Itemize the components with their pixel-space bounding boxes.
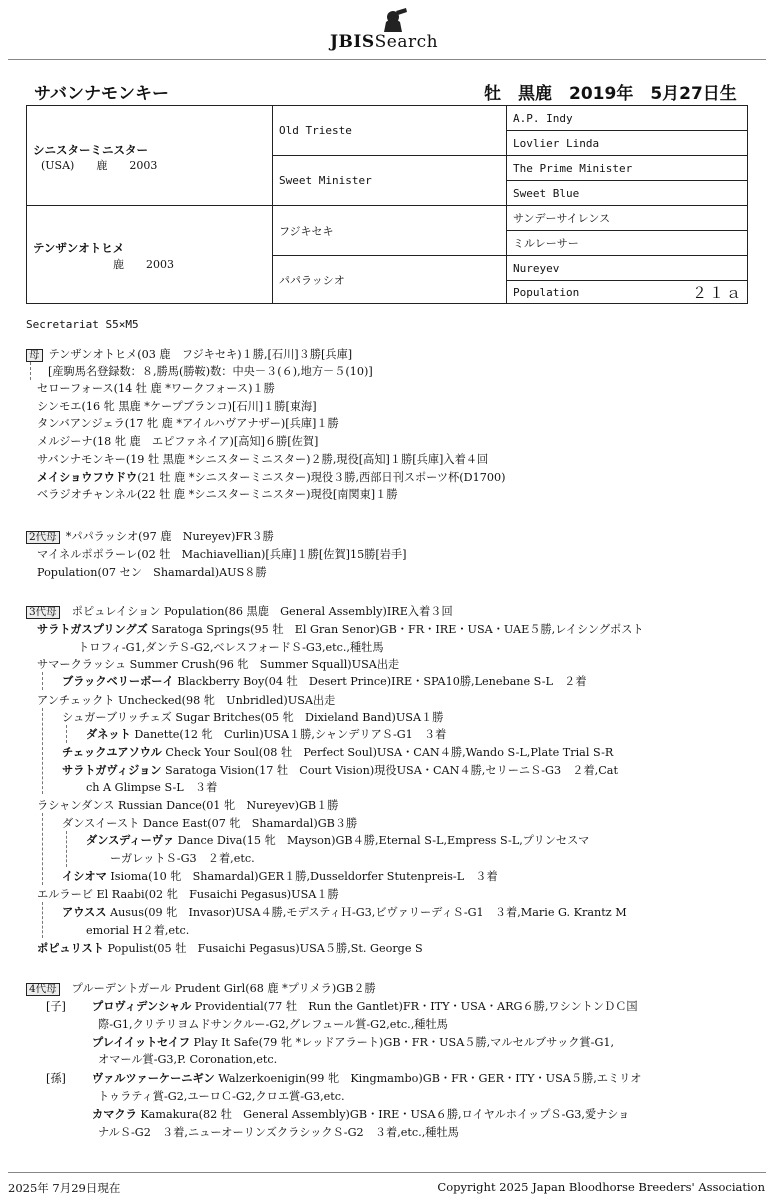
dam-line-7-rest: (21 牡 鹿 *シニスターミニスター)現役３勝,西部日刊スポーツ杯(D1700)	[137, 471, 506, 484]
g4-providential-cont: 際-G1,クリテリヨムドサンクルー-G2,グレフュール賞-G2,etc.,種牡馬	[98, 1018, 448, 1031]
g2-section-head	[26, 528, 274, 545]
g4-kamakura-name: カマクラ	[92, 1108, 137, 1121]
horse-name: サバンナモンキー	[34, 84, 169, 104]
g3-saratogavision	[62, 762, 618, 779]
dam-line-7-name: メイショウフウドウ	[37, 471, 138, 484]
logo-product: Search	[374, 32, 439, 52]
pedigree-dd: パパラッシオ	[273, 256, 507, 303]
g3-populist	[37, 940, 423, 957]
g3-danette-name: ダネット	[86, 728, 131, 741]
g3-checkyoursoul-rest: Check Your Soul(08 牡 Perfect Soul)USA・CAN４勝,Wando S-L,Plate Trial S-R	[165, 746, 614, 759]
g3-saratoga-springs-name: サラトガスプリングズ	[37, 623, 148, 636]
pedigree-table	[26, 105, 748, 304]
g3-dancediva-cont: ーガレットＳ-G3 ２着,etc.	[110, 852, 255, 865]
g3-isioma-rest: Isioma(10 牝 Shamardal)GER１勝,Dusseldorfer Stutenpreis-L ３着	[110, 870, 498, 883]
g3-ausus	[62, 904, 627, 921]
g4-walzer	[92, 1070, 641, 1087]
dam-line-2: セローフォース(14 牡 鹿 *ワークフォース)１勝	[37, 382, 275, 395]
g3-sugar: シュガーブリッチェズ Sugar Britches(05 牝 Dixieland Band)USA１勝	[62, 711, 444, 724]
pedigree-sdd: Sweet Blue	[507, 181, 747, 206]
dam-section-head	[26, 346, 352, 363]
g3-danette	[86, 726, 446, 743]
dam-line-6: サバンナモンキー(19 牡 黒鹿 *シニスターミニスター)２勝,現役[高知]１勝[兵庫]入着４回	[37, 453, 489, 466]
dam-line-1: [産駒馬名登録数：８,勝馬(勝鞍)数：中央－３(６),地方－５(10)]	[48, 365, 373, 378]
pedigree-sire-cell	[27, 106, 273, 206]
g3-bar-1	[42, 672, 43, 690]
sire-detail: (USA) 鹿 2003	[41, 159, 158, 172]
g4-head: プルーデントガール Prudent Girl(68 鹿 *プリメラ)GB２勝	[71, 982, 376, 995]
horse-rider-logo-icon	[376, 8, 410, 34]
g3-isioma-name: イシオマ	[62, 870, 107, 883]
g3-danette-rest: Danette(12 牝 Curlin)USA１勝,シャンデリアＳ-G1 ３着	[134, 728, 447, 741]
g4-kamakura	[92, 1106, 629, 1123]
g3-unchecked: アンチェックト Unchecked(98 牝 Unbridled)USA出走	[37, 694, 336, 707]
g2-line-0: *パパラッシオ(97 鹿 Nureyev)FR３勝	[65, 530, 274, 543]
g4-child-tag: [子]	[46, 1000, 66, 1013]
footer-divider	[8, 1172, 766, 1173]
g4-walzer-name: ヴァルツァーケーニギン	[92, 1072, 215, 1085]
pedigree-ddd	[507, 281, 747, 303]
g3-section-label: 3代母	[26, 606, 60, 619]
g3-isioma	[62, 868, 498, 885]
g4-providential-name: プロヴィデンシャル	[92, 1000, 192, 1013]
g2-line-1: マイネルポポラーレ(02 牡 Machiavellian)[兵庫]１勝[佐賀]15勝[岩手]	[37, 548, 407, 561]
footer-copyright: Copyright 2025 Japan Bloodhorse Breeders' Association	[437, 1180, 765, 1194]
sire-name: シニスターミニスター	[33, 143, 148, 157]
footer-date: 2025年 7月29日現在	[8, 1181, 121, 1195]
g3-saratoga-springs	[37, 621, 644, 638]
g3-populist-name: ポピュリスト	[37, 942, 104, 955]
dam-section-label: 母	[26, 349, 43, 362]
horse-info: 牡 黒鹿 2019年 5月27日生	[484, 84, 737, 104]
g4-playitsafe	[92, 1034, 614, 1051]
jbis-logo	[330, 8, 460, 54]
pedigree-ssd: Lovlier Linda	[507, 131, 747, 156]
g3-section-head	[26, 603, 453, 620]
pedigree-sss: A.P. Indy	[507, 106, 747, 131]
g4-grandchild-tag: [孫]	[46, 1072, 66, 1085]
g4-section-label: 4代母	[26, 983, 60, 996]
g4-section-head	[26, 980, 376, 997]
pedigree-ddd-name: Population	[513, 285, 580, 299]
g3-bar-6	[42, 902, 43, 938]
g3-bar-3	[66, 725, 67, 743]
g3-summer-crush: サマークラッシュ Summer Crush(96 牝 Summer Squall)USA出走	[37, 658, 400, 671]
g3-danceeast: ダンスイースト Dance East(07 牝 Shamardal)GB３勝	[62, 817, 358, 830]
dam-detail: 鹿 2003	[113, 258, 174, 271]
pedigree-dds: Nureyev	[507, 256, 747, 281]
g3-blackberry-rest: Blackberry Boy(04 牡 Desert Prince)IRE・SPA10勝,Lenebane S-L ２着	[177, 675, 587, 688]
g4-walzer-cont: トゥラティ賞-G2,ユーロＣ-G2,クロエ賞-G3,etc.	[98, 1090, 345, 1103]
dam-line-4: タンバアンジェラ(17 牝 鹿 *アイルハヴアナザー)[兵庫]１勝	[37, 417, 339, 430]
dam-line-0: テンザンオトヒメ(03 鹿 フジキセキ)１勝,[石川]３勝[兵庫]	[48, 348, 353, 361]
pedigree-sds: The Prime Minister	[507, 156, 747, 181]
g3-russian: ラシャンダンス Russian Dance(01 牝 Nureyev)GB１勝	[37, 799, 339, 812]
pedigree-ss: Old Trieste	[273, 106, 507, 156]
dam-name: テンザンオトヒメ	[33, 241, 125, 255]
g3-ausus-name: アウスス	[62, 906, 107, 919]
g4-kamakura-rest: Kamakura(82 牡 General Assembly)GB・IRE・USA６勝,ロイヤルホイップＳ-G3,愛ナショ	[140, 1108, 630, 1121]
logo-brand: JBIS	[330, 32, 375, 52]
g3-populist-rest: Populist(05 牡 Fusaichi Pegasus)USA５勝,St. George S	[107, 942, 423, 955]
g4-providential	[92, 998, 638, 1015]
g4-playitsafe-rest: Play It Safe(79 牝 *レッドアラート)GB・FR・USA５勝,マルセルブサック賞-G1,	[193, 1036, 615, 1049]
dam-line-3: シンモエ(16 牝 黒鹿 *ケープブランコ)[石川]１勝[東海]	[37, 400, 317, 413]
g3-checkyoursoul	[62, 744, 613, 761]
family-number: ２１ａ	[691, 283, 743, 302]
g2-line-2: Population(07 セン Shamardal)AUS８勝	[37, 566, 267, 579]
pedigree-ds: フジキセキ	[273, 206, 507, 256]
g3-bar-4	[42, 813, 43, 885]
g3-ausus-cont: emorial H２着,etc.	[86, 924, 190, 937]
pedigree-dss: サンデーサイレンス	[507, 206, 747, 231]
g3-saratoga-springs-rest: Saratoga Springs(95 牡 El Gran Senor)GB・FR・IRE・USA・UAE５勝,レイシングポスト	[151, 623, 644, 636]
dam-line-7	[37, 469, 505, 486]
pedigree-dam-cell	[27, 206, 273, 303]
g2-section-label: 2代母	[26, 531, 60, 544]
dam-line-8: ベラジオチャンネル(22 牡 鹿 *シニスターミニスター)現役[南関東]１勝	[37, 488, 398, 501]
g3-saratoga-springs-cont: トロフィ-G1,ダンテＳ-G2,ベレスフォードＳ-G3,etc.,種牡馬	[78, 641, 384, 654]
g3-bar-2	[42, 708, 43, 794]
g3-dancediva-name: ダンスディーヴァ	[86, 834, 175, 847]
pedigree-sd: Sweet Minister	[273, 156, 507, 206]
g3-blackberry-name: ブラックベリーボーイ	[62, 675, 174, 688]
g3-saratogavision-rest: Saratoga Vision(17 牡 Court Vision)現役USA・CAN４勝,セリーニＳ-G3 ２着,Cat	[165, 764, 618, 777]
g3-head: ポピュレイション Population(86 黒鹿 General Assembly)IRE入着３回	[71, 605, 453, 618]
g4-kamakura-cont: ナルＳ-G2 ３着,ニューオーリンズクラシックＳ-G2 ３着,etc.,種牡馬	[98, 1126, 459, 1139]
inbreeding: Secretariat S5×M5	[26, 318, 139, 331]
g3-saratogavision-name: サラトガヴィジョン	[62, 764, 162, 777]
g3-checkyoursoul-name: チェックユアソウル	[62, 746, 162, 759]
g4-walzer-rest: Walzerkoenigin(99 牝 Kingmambo)GB・FR・GER・ITY・USA５勝,エミリオ	[218, 1072, 642, 1085]
g4-playitsafe-name: プレイイットセイフ	[92, 1036, 190, 1049]
g3-dancediva	[86, 832, 589, 849]
g3-blackberry	[62, 673, 587, 690]
g3-elraabi: エルラービ El Raabi(02 牝 Fusaichi Pegasus)USA１勝	[37, 888, 339, 901]
g3-ausus-rest: Ausus(09 牝 Invasor)USA４勝,モデスティＨ-G3,ビヴァリーディＳ-G1 ３着,Marie G. Krantz M	[109, 906, 627, 919]
g4-providential-rest: Providential(77 牡 Run the Gantlet)FR・ITY・USA・ARG６勝,ワシントンＤＣ国	[194, 1000, 638, 1013]
pedigree-dsd: ミルレーサー	[507, 231, 747, 256]
g4-playitsafe-cont: オマール賞-G3,P. Coronation,etc.	[98, 1053, 278, 1066]
dam-line-5: メルジーナ(18 牝 鹿 エピファネイア)[高知]６勝[佐賀]	[37, 435, 319, 448]
g3-dancediva-rest: Dance Diva(15 牝 Mayson)GB４勝,Eternal S-L,Empress S-L,プリンセスマ	[177, 834, 590, 847]
dam-section-bar	[30, 362, 31, 380]
g3-bar-5	[66, 831, 67, 867]
g3-saratogavision-cont: ch A Glimpse S-L ３着	[86, 781, 218, 794]
header-divider	[8, 59, 766, 60]
